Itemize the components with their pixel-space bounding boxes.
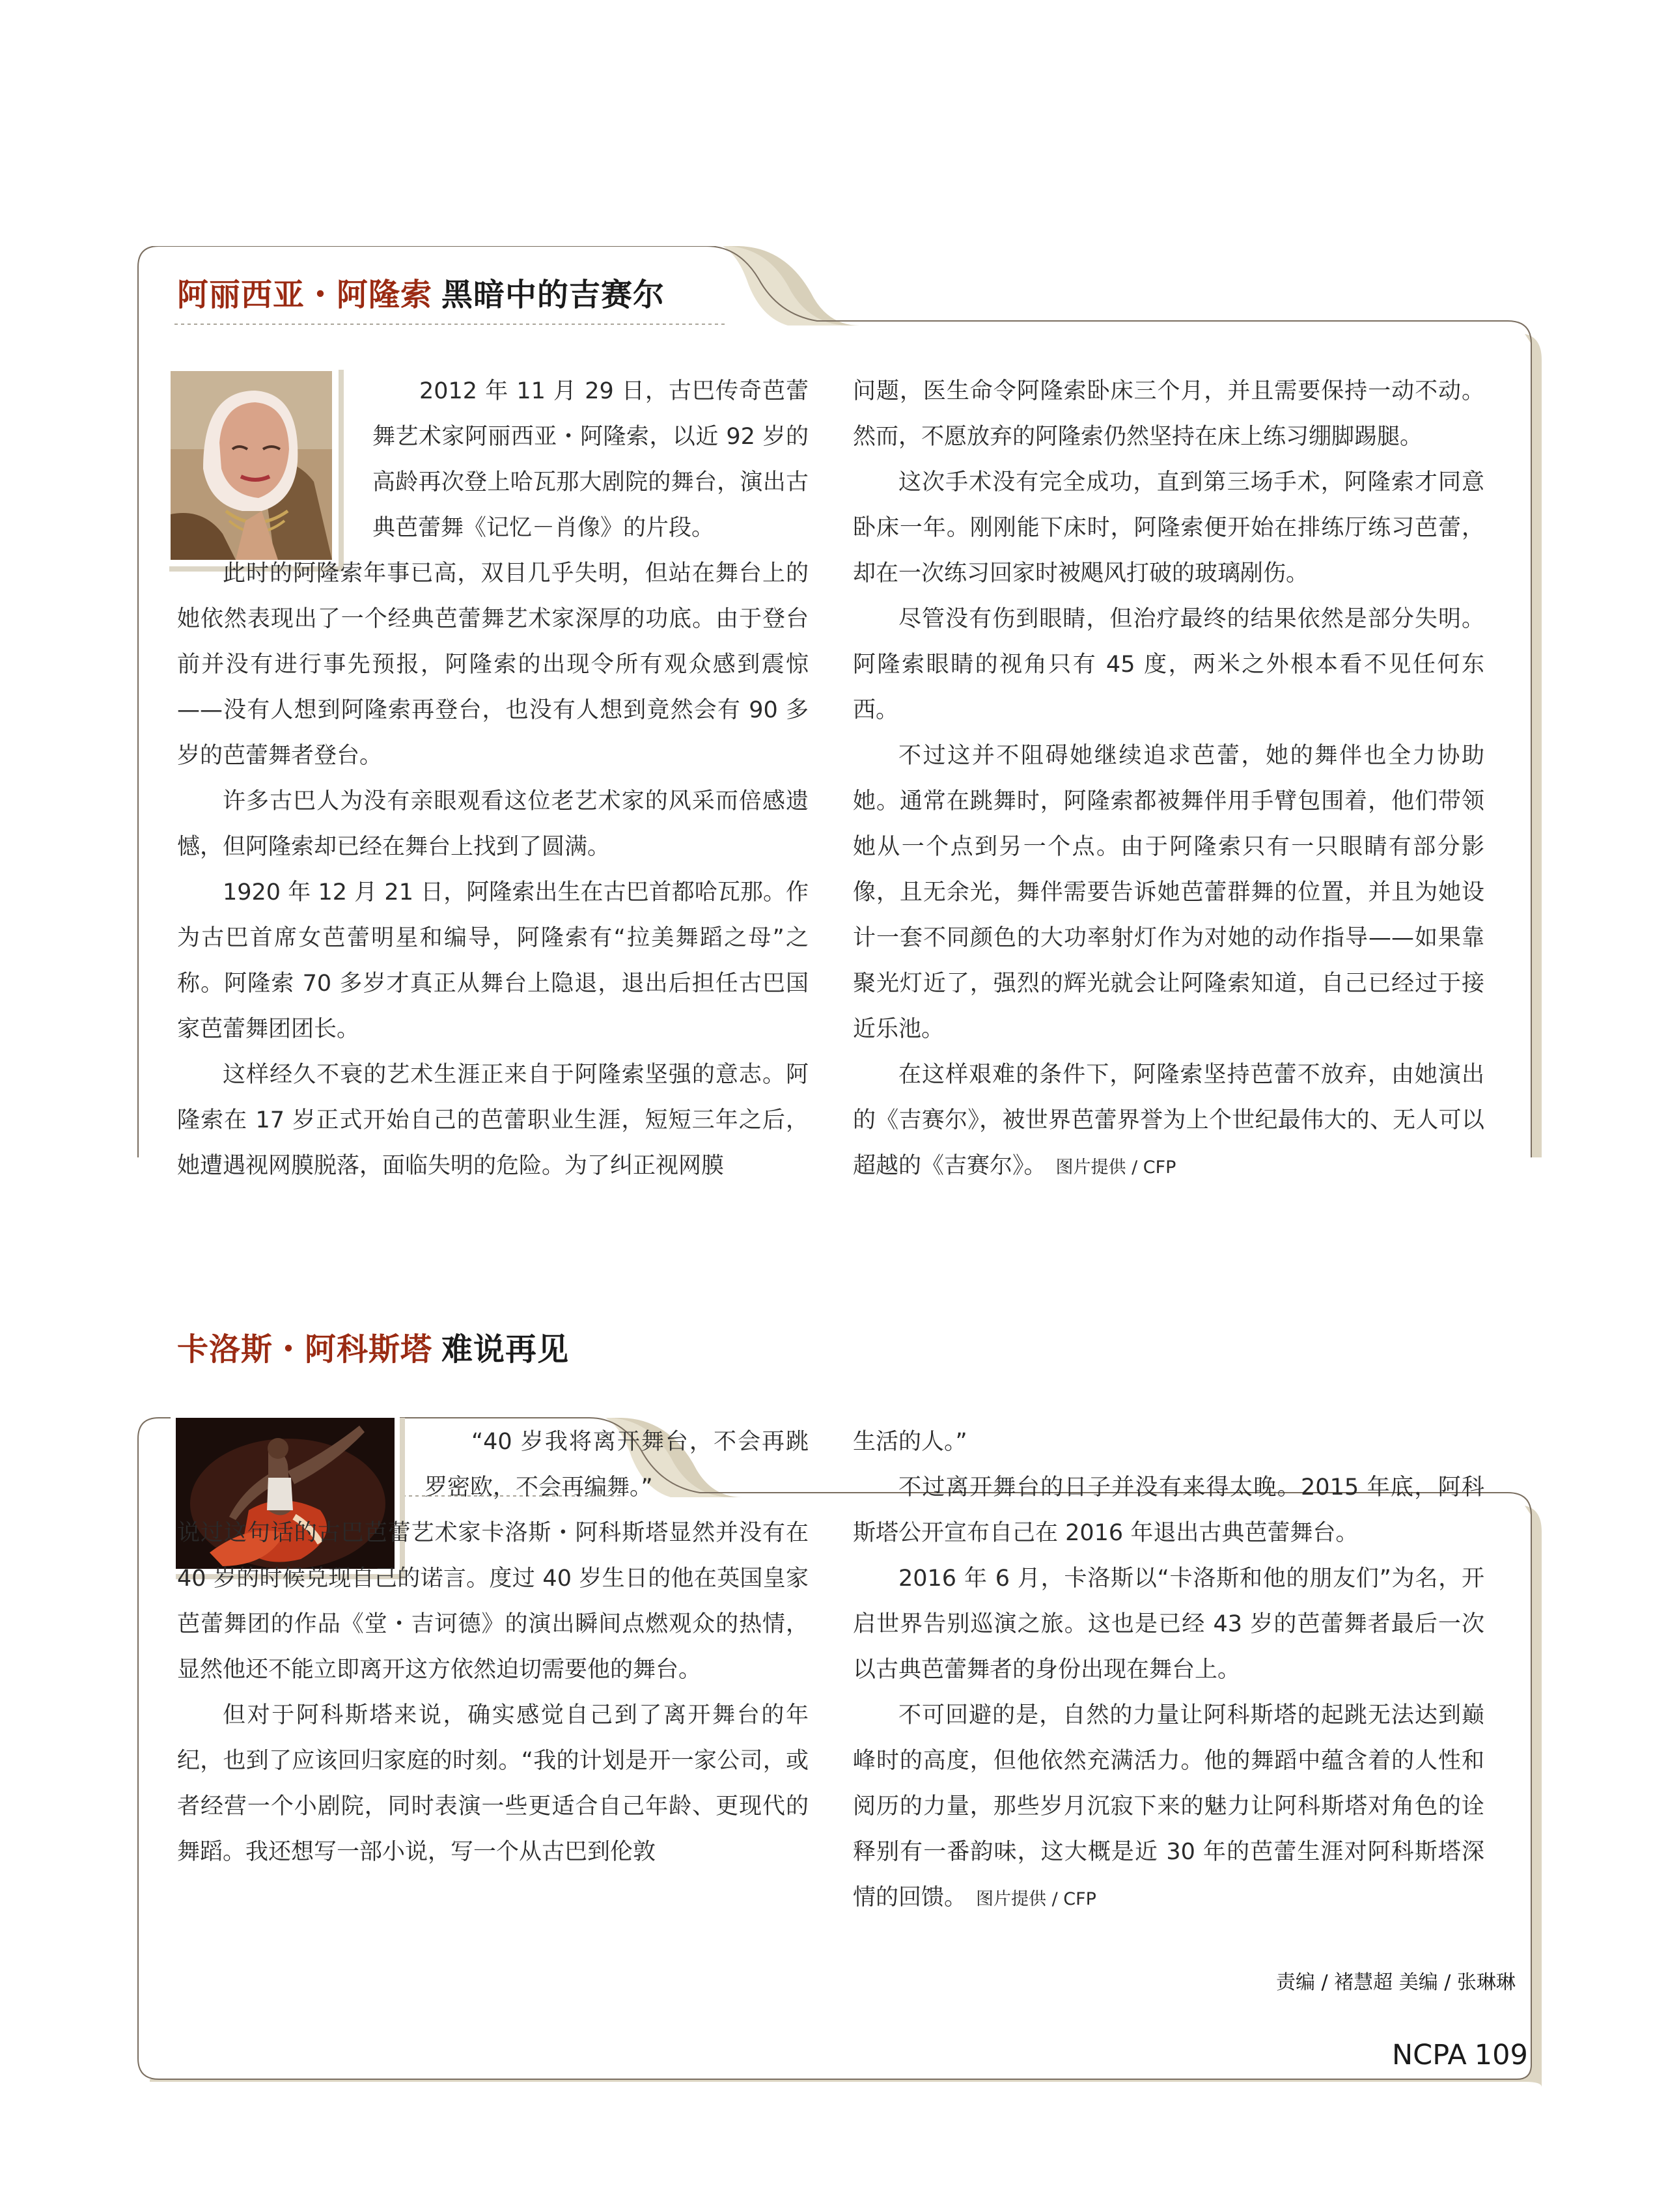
brand-label: NCPA	[1392, 2039, 1467, 2071]
title-subtitle: 黑暗中的吉赛尔	[441, 277, 665, 313]
paragraph: 2016 年 6 月，卡洛斯以“卡洛斯和他的朋友们”为名，开启世界告别巡演之旅。这也是已经 43 岁的芭蕾舞者最后一次以古典芭蕾舞者的身份出现在舞台上。	[853, 1566, 1484, 1683]
title-name: 卡洛斯・阿科斯塔	[177, 1331, 433, 1368]
paragraph: 说过这句话的古巴芭蕾艺术家卡洛斯・阿科斯塔显然并没有在 40 岁的时候兑现自己的诺言。度过 40 岁生日的他在英国皇家芭蕾舞团的作品《堂・吉诃德》的演出瞬间点燃观众的热情，显然他还不能立即离开这方依然迫切需要他的舞台。	[177, 1520, 809, 1683]
paragraph: 不过离开舞台的日子并没有来得太晚。2015 年底，阿科斯塔公开宣布自己在 2016 年退出古典芭蕾舞台。	[853, 1474, 1484, 1546]
paragraph: 不过这并不阻碍她继续追求芭蕾，她的舞伴也全力协助她。通常在跳舞时，阿隆索都被舞伴用手臂包围着，他们带领她从一个点到另一个点。由于阿隆索只有一只眼睛有部分影像，且无余光，舞伴需要告诉她芭蕾群舞的位置，并且为她设计一套不同颜色的大功率射灯作为对她的动作指导——如果靠聚光灯近了，强烈的辉光就会让阿隆索知道，自己已经过于接近乐池。	[853, 743, 1484, 1042]
paragraph-text: 不可回避的是，自然的力量让阿科斯塔的起跳无法达到巅峰时的高度，但他依然充满活力。他的舞蹈中蕴含着的人性和阅历的力量，那些岁月沉寂下来的魅力让阿科斯塔对角色的诠释别有一番韵味，这大概是近 30 年的芭蕾生涯对阿科斯塔深情的回馈。	[853, 1702, 1484, 1911]
paragraph: 许多古巴人为没有亲眼观看这位老艺术家的风采而倍感遗憾，但阿隆索却已经在舞台上找到了圆满。	[177, 788, 809, 860]
article-section-alonso	[0, 246, 1653, 1179]
paragraph: 1920 年 12 月 21 日，阿隆索出生在古巴首都哈瓦那。作为古巴首席女芭蕾明星和编导，阿隆索有“拉美舞蹈之母”之称。阿隆索 70 多岁才真正从舞台上隐退，退出后担任古巴国家芭蕾舞团团长。	[177, 879, 809, 1042]
paragraph: 这样经久不衰的艺术生涯正来自于阿隆索坚强的意志。阿隆索在 17 岁正式开始自己的芭蕾职业生涯，短短三年之后，她遭遇视网膜脱落，面临失明的危险。为了纠正视网膜	[177, 1062, 809, 1179]
paragraph	[853, 1693, 1484, 1922]
article-section-acosta	[0, 1301, 1653, 1978]
title-subtitle: 难说再见	[441, 1331, 570, 1368]
left-column	[177, 1419, 809, 1875]
photo-credit: 图片提供 / CFP	[976, 1889, 1096, 1909]
title-name: 阿丽西亚・阿隆索	[177, 277, 433, 313]
right-column	[853, 368, 1484, 1191]
paragraph: 问题，医生命令阿隆索卧床三个月，并且需要保持一动不动。然而，不愿放弃的阿隆索仍然坚持在床上练习绷脚踢腿。	[853, 378, 1484, 450]
paragraph: 尽管没有伤到眼睛，但治疗最终的结果依然是部分失明。阿隆索眼睛的视角只有 45 度，两米之外根本看不见任何东西。	[853, 606, 1484, 723]
page-footer	[1392, 2039, 1528, 2071]
page-number: 109	[1474, 2039, 1528, 2071]
paragraph: 2012 年 11 月 29 日，古巴传奇芭蕾舞艺术家阿丽西亚・阿隆索，以近 92 岁的高龄再次登上哈瓦那大剧院的舞台，演出古典芭蕾舞《记忆－肖像》的片段。	[372, 378, 809, 541]
paragraph: 生活的人。”	[853, 1429, 967, 1455]
left-column	[177, 368, 809, 1189]
paragraph: 这次手术没有完全成功，直到第三场手术，阿隆索才同意卧床一年。刚刚能下床时，阿隆索便开始在排练厅练习芭蕾，却在一次练习回家时被飓风打破的玻璃剐伤。	[853, 469, 1484, 587]
photo-credit: 图片提供 / CFP	[1055, 1157, 1176, 1178]
section-title	[177, 270, 665, 314]
paragraph	[853, 1052, 1484, 1191]
editor-credit: 责编 / 褚慧超 美编 / 张琳琳	[1276, 1971, 1516, 1994]
section-title	[177, 1324, 569, 1369]
paragraph: “40 岁我将离开舞台，不会再跳罗密欧，不会再编舞。”	[424, 1429, 809, 1500]
right-column	[853, 1419, 1484, 1922]
paragraph-text: 在这样艰难的条件下，阿隆索坚持芭蕾不放弃，由她演出的《吉赛尔》，被世界芭蕾界誉为上个世纪最伟大的、无人可以超越的《吉赛尔》。	[853, 1062, 1484, 1179]
paragraph: 此时的阿隆索年事已高，双目几乎失明，但站在舞台上的她依然表现出了一个经典芭蕾舞艺术家深厚的功底。由于登台前并没有进行事先预报，阿隆索的出现令所有观众感到震惊——没有人想到阿隆索再登台，也没有人想到竟然会有 90 多岁的芭蕾舞者登台。	[177, 560, 809, 769]
paragraph: 但对于阿科斯塔来说，确实感觉自己到了离开舞台的年纪，也到了应该回归家庭的时刻。“我的计划是开一家公司，或者经营一个小剧院，同时表演一些更适合自己年龄、更现代的舞蹈。我还想写一部小说，写一个从古巴到伦敦	[177, 1702, 809, 1865]
